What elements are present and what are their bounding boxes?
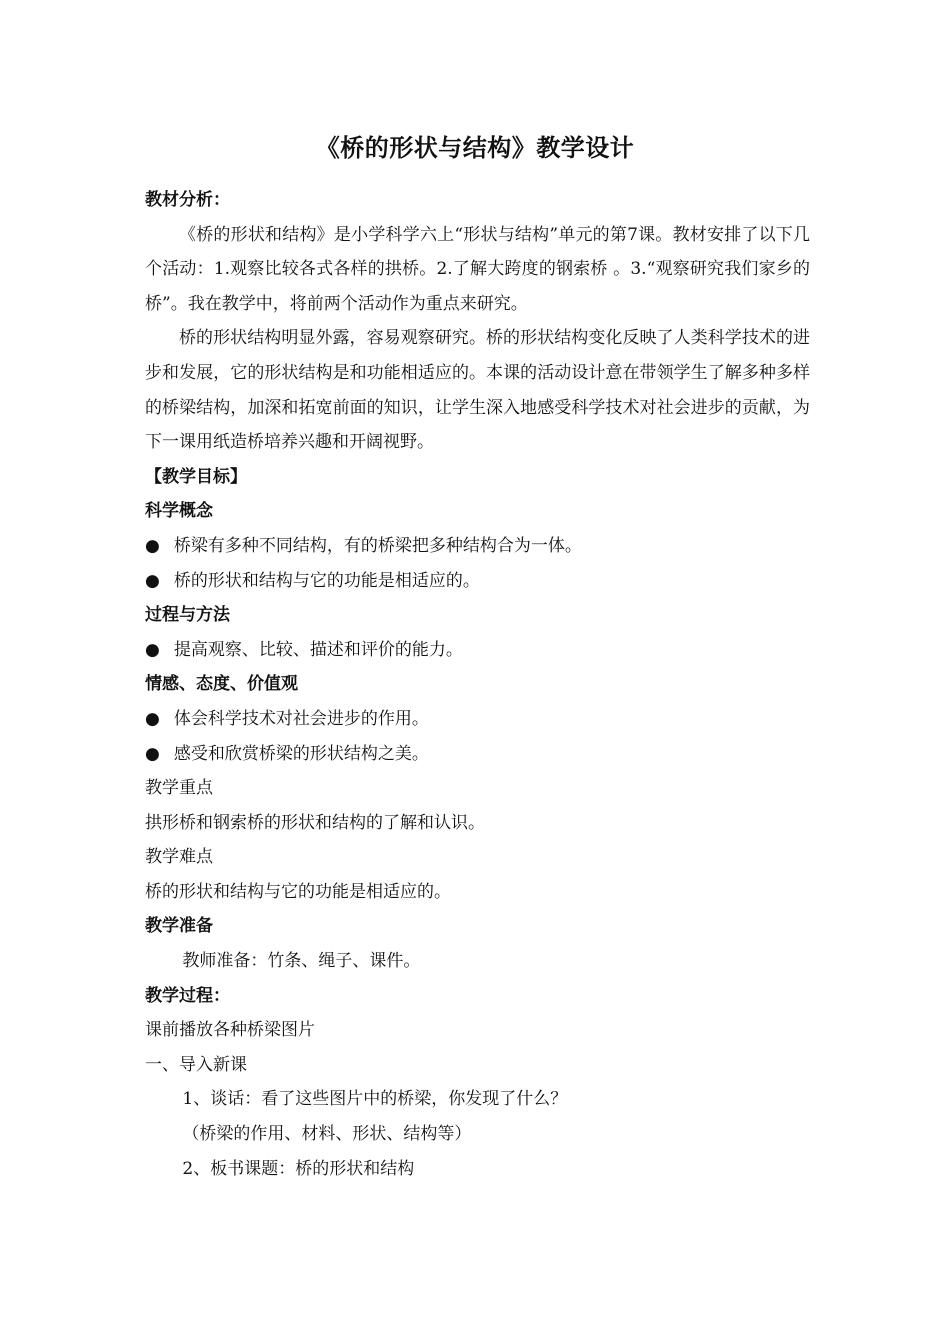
list-item: [145, 702, 810, 737]
step-1-note: （桥梁的作用、材料、形状、结构等）: [182, 1124, 472, 1145]
difficulty-text: 桥的形状和结构与它的功能是相适应的。: [145, 881, 451, 902]
bullet-icon: ●: [145, 535, 160, 556]
material-paragraph-1: 《桥的形状和结构》是小学科学六上“形状与结构”单元的第7课。教材安排了以下几个活动：1.观察比较各式各样的拱桥。2.了解大跨度的钢索桥 。3.“观察研究我们家乡的桥”。我在教学中，将前两个活动作为重点来研究。: [145, 224, 810, 314]
emotion-item-2: 感受和欣赏桥梁的形状结构之美。: [173, 743, 429, 764]
concept-heading: 科学概念: [145, 501, 213, 522]
document-body: [145, 183, 810, 1186]
process-item-1: 提高观察、比较、描述和评价的能力。: [173, 639, 463, 660]
bullet-icon: ●: [145, 708, 160, 729]
key-point-heading: 教学重点: [145, 778, 213, 799]
material-paragraph-2: 桥的形状结构明显外露，容易观察研究。桥的形状结构变化反映了人类科学技术的进步和发展，它的形状结构是和功能相适应的。本课的活动设计意在带领学生了解多种多样的桥梁结构，加深和拓宽前面的知识，让学生深入地感受科学技术对社会进步的贡献，为下一课用纸造桥培养兴趣和开阔视野。: [145, 328, 810, 453]
material-heading: 教材分析：: [145, 190, 230, 210]
key-point-text: 拱形桥和钢索桥的形状和结构的了解和认识。: [145, 812, 485, 833]
bullet-icon: ●: [145, 639, 160, 660]
preparation-text: 教师准备：竹条、绳子、课件。: [182, 951, 421, 972]
goals-heading: 【教学目标】: [145, 466, 247, 487]
list-item: [145, 529, 810, 564]
list-item: [145, 564, 810, 599]
document-title: 《桥的形状与结构》教学设计: [315, 134, 635, 162]
list-item: [145, 633, 810, 668]
bullet-icon: ●: [145, 743, 160, 764]
step-2-text: 2、板书课题：桥的形状和结构: [182, 1158, 415, 1179]
concept-item-1: 桥梁有多种不同结构，有的桥梁把多种结构合为一体。: [173, 535, 582, 556]
step-1-text: 1、谈话：看了这些图片中的桥梁，你发现了什么？: [182, 1089, 568, 1110]
bullet-icon: ●: [145, 570, 160, 591]
section-heading-intro: 一、导入新课: [145, 1054, 247, 1075]
teaching-process-heading: 教学过程：: [145, 985, 230, 1006]
preparation-heading: 教学准备: [145, 916, 213, 937]
list-item: [145, 737, 810, 772]
pre-class-text: 课前播放各种桥梁图片: [145, 1020, 315, 1041]
process-method-heading: 过程与方法: [145, 605, 230, 626]
emotion-item-1: 体会科学技术对社会进步的作用。: [173, 708, 429, 729]
difficulty-heading: 教学难点: [145, 847, 213, 868]
emotion-heading: 情感、态度、价值观: [145, 674, 298, 695]
concept-item-2: 桥的形状和结构与它的功能是相适应的。: [173, 570, 480, 591]
